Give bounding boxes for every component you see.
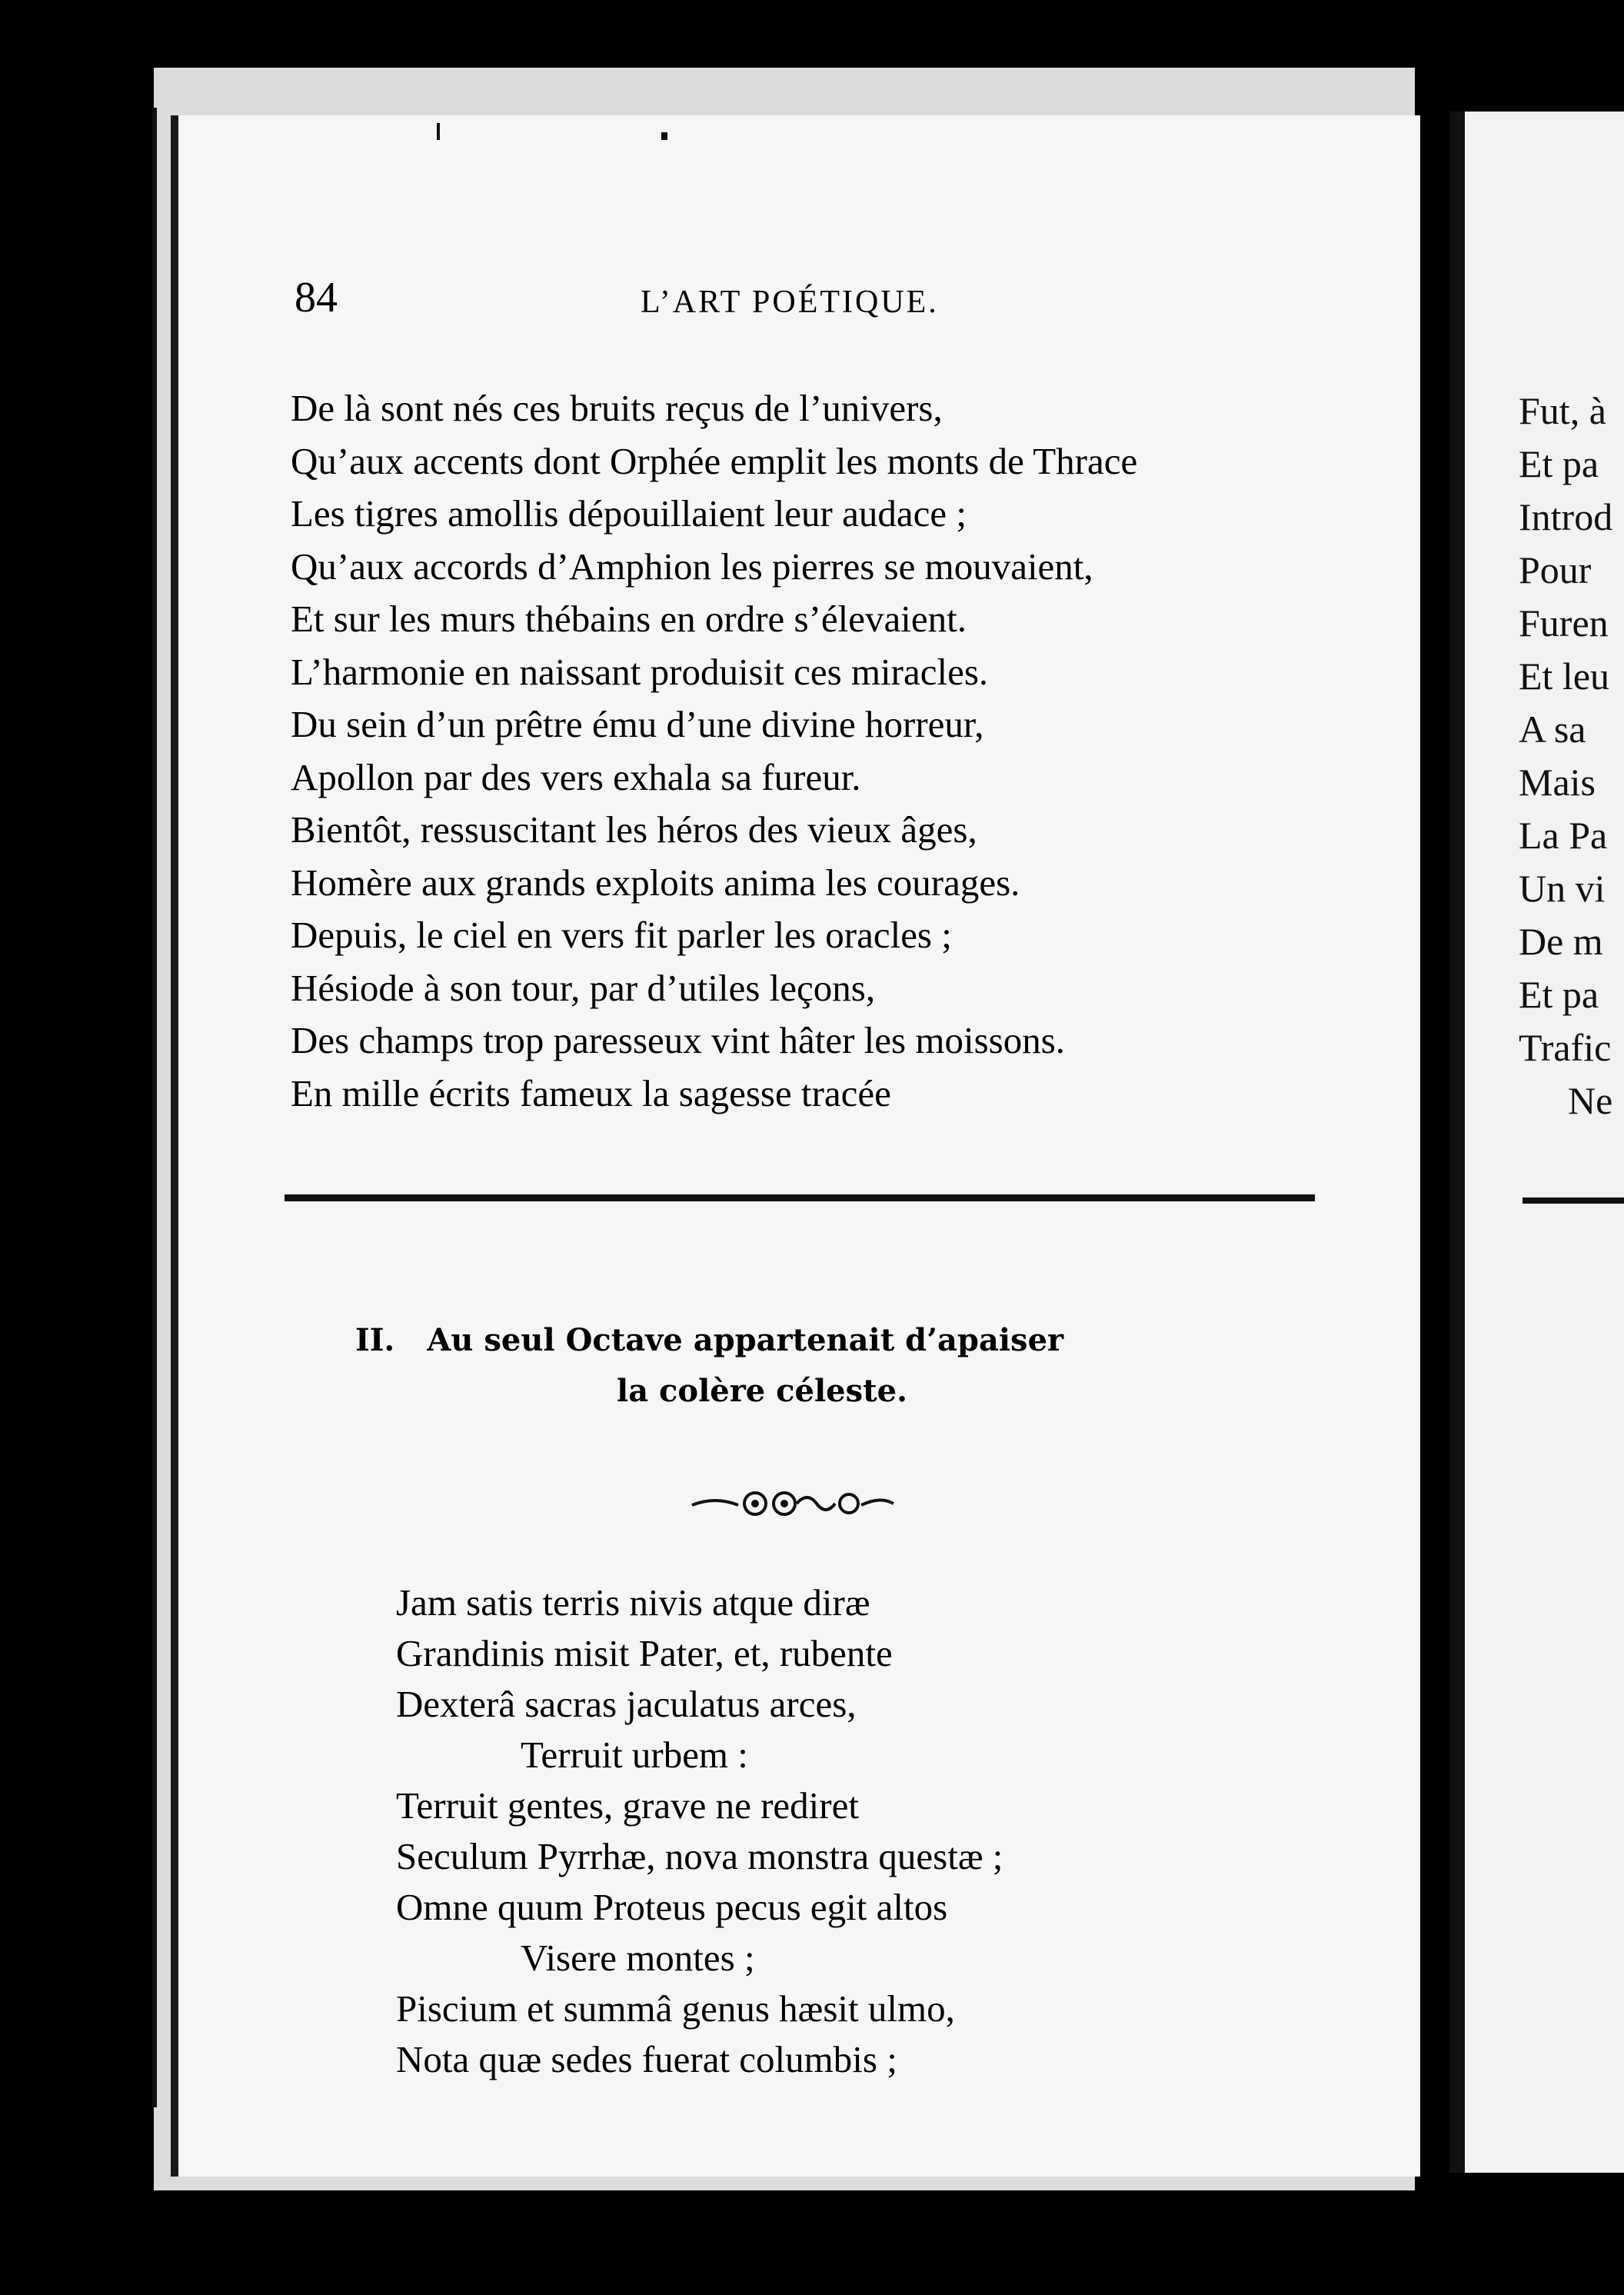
verse-line: Des champs trop paresseux vint hâter les moissons. — [291, 1019, 1066, 1061]
verse-line: Depuis, le ciel en vers fit parler les oracles ; — [291, 914, 952, 956]
verse-line: Qu’aux accents dont Orphée emplit les monts de Thrace — [291, 439, 1138, 482]
latin-verse — [396, 1577, 1003, 2085]
verse-line: Terruit urbem : — [521, 1734, 748, 1776]
facing-line: Pour — [1519, 548, 1592, 591]
verse-line: Homère aux grands exploits anima les courages. — [291, 861, 1020, 904]
facing-line: La Pa — [1519, 814, 1608, 857]
verse-line: Piscium et summâ genus hæsit ulmo, — [396, 1987, 955, 2030]
facing-line: Fut, à — [1519, 389, 1606, 432]
verse-line: En mille écrits fameux la sagesse tracée — [291, 1071, 891, 1114]
section-heading — [355, 1315, 1240, 1417]
verse-line: Les tigres amollis dépouillaient leur audace ; — [291, 492, 967, 535]
facing-line: Et pa — [1519, 442, 1599, 485]
facing-line: Ne — [1568, 1079, 1613, 1122]
book-spine-edge — [152, 108, 157, 2107]
facing-line: A sa — [1519, 708, 1586, 751]
facing-line: Un vi — [1519, 867, 1606, 910]
french-verse — [291, 382, 1137, 1120]
verse-line: L’harmonie en naissant produisit ces miracles. — [291, 650, 989, 693]
section-number: II. — [355, 1322, 395, 1358]
verse-line: Grandinis misit Pater, et, rubente — [396, 1632, 893, 1674]
verse-line: Terruit gentes, grave ne rediret — [396, 1784, 859, 1827]
facing-line: Furen — [1519, 601, 1609, 645]
ink-speck — [661, 132, 667, 140]
running-title: L’ART POÉTIQUE. — [641, 285, 939, 320]
facing-line: De m — [1519, 920, 1603, 963]
facing-line: Et leu — [1519, 655, 1610, 698]
verse-line: Et sur les murs thébains en ordre s’élevaient. — [291, 598, 967, 640]
verse-line: De là sont nés ces bruits reçus de l’univers, — [291, 387, 943, 429]
facing-page-rule — [1522, 1197, 1624, 1204]
verse-line: Apollon par des vers exhala sa fureur. — [291, 755, 861, 798]
verse-line: Seculum Pyrrhæ, nova monstra questæ ; — [396, 1835, 1003, 1877]
section-divider-rule — [285, 1194, 1315, 1201]
verse-line: Du sein d’un prêtre ému d’une divine horreur, — [291, 703, 984, 745]
verse-line: Omne quum Proteus pecus egit altos — [396, 1886, 948, 1928]
verse-line: Nota quæ sedes fuerat columbis ; — [396, 2038, 897, 2080]
facing-line: Introd — [1519, 495, 1613, 538]
verse-line: Bientôt, ressuscitant les héros des vieux âges, — [291, 808, 977, 851]
verse-line: Qu’aux accords d’Amphion les pierres se mouvaient, — [291, 545, 1093, 588]
page-number: 84 — [295, 274, 338, 321]
verse-line: Visere montes ; — [521, 1937, 755, 1979]
section-heading-line2: la colère céleste. — [617, 1373, 907, 1409]
facing-line: Trafic — [1519, 1026, 1612, 1069]
ornament-flourish-icon — [684, 1481, 900, 1527]
facing-line: Et pa — [1519, 973, 1599, 1016]
facing-line: Mais — [1519, 761, 1596, 804]
verse-line: Jam satis terris nivis atque diræ — [396, 1581, 870, 1624]
facing-page-text — [1519, 385, 1612, 1128]
verse-line: Dexterâ sacras jaculatus arces, — [396, 1683, 857, 1725]
page-header — [295, 273, 1317, 327]
ink-speck — [437, 123, 440, 140]
verse-line: Hésiode à son tour, par d’utiles leçons, — [291, 966, 876, 1009]
section-heading-line1: Au seul Octave appartenait d’apaiser — [427, 1322, 1064, 1358]
